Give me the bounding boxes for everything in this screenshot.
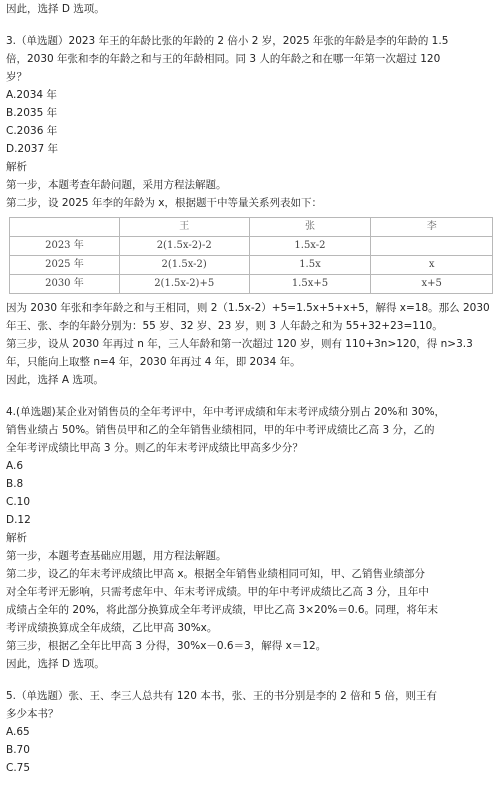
q3-stem-line: 3.（单选题）2023 年王的年龄比张的年龄的 2 倍小 2 岁，2025 年张的年龄是李的年龄的 1.5	[6, 35, 449, 47]
q3-option-d: D.2037 年	[6, 143, 58, 155]
q3-solution-line: 第三步，设从 2030 年再过 n 年，三人年龄和第一次超过 120 岁，则有 110+3n>120，得 n>3.3	[6, 338, 473, 350]
table-header-cell	[10, 218, 120, 237]
table-row	[10, 275, 493, 294]
q4-stem-line: 全年考评成绩比甲高 3 分。则乙的年末考评成绩比甲高多少分？	[6, 442, 303, 454]
table-cell: x	[371, 256, 493, 275]
q4-option-c: C.10	[6, 496, 31, 508]
q4-option-d: D.12	[6, 514, 31, 526]
table-header-cell: 王	[119, 218, 249, 237]
q4-solution-line: 成绩占全年的 20%，将此部分换算成全年考评成绩，甲比乙高 3×20%＝0.6。同理，将年末	[6, 604, 439, 616]
q5-option-a: A.65	[6, 726, 30, 738]
age-table-header-row	[10, 218, 493, 237]
table-header-cell: 李	[371, 218, 493, 237]
question-3	[6, 32, 494, 389]
q3-option-a: A.2034 年	[6, 89, 57, 101]
q5-option-b: B.70	[6, 744, 30, 756]
table-cell: x+5	[371, 275, 493, 294]
table-cell: 1.5x+5	[249, 275, 371, 294]
q4-solution-line: 对全年考评无影响，只需考虑年中、年末考评成绩。甲的年中考评成绩比乙高 3 分，且年中	[6, 586, 429, 598]
q3-option-b: B.2035 年	[6, 107, 58, 119]
q4-conclusion: 因此，选择 D 选项。	[6, 658, 105, 670]
table-cell: 2030 年	[10, 275, 120, 294]
table-cell: 2025 年	[10, 256, 120, 275]
q4-option-b: B.8	[6, 478, 24, 490]
q5-stem-line: 5.（单选题）张、王、李三人总共有 120 本书，张、王的书分别是李的 2 倍和 5 倍，则王有	[6, 690, 437, 702]
q4-analysis-label: 解析	[6, 532, 27, 544]
q4-stem-line: 销售业绩占 50%。销售员甲和乙的全年销售业绩相同，甲的年中考评成绩比乙高 3 分，乙的	[6, 424, 435, 436]
age-table	[9, 217, 493, 294]
table-cell: 2(1.5x-2)+5	[119, 275, 249, 294]
q3-option-c: C.2036 年	[6, 125, 58, 137]
table-row	[10, 237, 493, 256]
previous-conclusion: 因此，选择 D 选项。	[6, 3, 105, 15]
table-cell: 2(1.5x-2)	[119, 256, 249, 275]
q4-solution-line: 第二步，设乙的年末考评成绩比甲高 x。根据全年销售业绩相同可知，甲、乙销售业绩部分	[6, 568, 426, 580]
question-5	[6, 687, 494, 777]
q3-conclusion: 因此，选择 A 选项。	[6, 374, 104, 386]
q4-stem-line: 4.(单选题)某企业对销售员的全年考评中，年中考评成绩和年末考评成绩分别占 20%和 30%，	[6, 406, 446, 418]
table-header-cell: 张	[249, 218, 371, 237]
table-cell: 2(1.5x-2)-2	[119, 237, 249, 256]
q4-solution-line: 考评成绩换算成全年成绩，乙比甲高 30%x。	[6, 622, 218, 634]
question-4	[6, 403, 494, 673]
table-cell: 1.5x	[249, 256, 371, 275]
table-cell	[371, 237, 493, 256]
q3-solution-line: 年，只能向上取整 n=4 年，2030 年再过 4 年，即 2034 年。	[6, 356, 301, 368]
q3-analysis-label: 解析	[6, 161, 27, 173]
q3-step-1: 第一步，本题考查年龄问题，采用方程法解题。	[6, 179, 227, 191]
q3-stem-line: 岁？	[6, 71, 27, 83]
q3-solution-line: 年王、张、李的年龄分别为：55 岁、32 岁、23 岁，则 3 人年龄之和为 55+32+23=110。	[6, 320, 443, 332]
q4-solution-line: 第三步，根据乙全年比甲高 3 分得，30%x－0.6＝3，解得 x＝12。	[6, 640, 327, 652]
q3-solution-line: 因为 2030 年张和李年龄之和与王相同，则 2（1.5x-2）+5=1.5x+5+x+5，解得 x=18。那么 2030	[6, 302, 490, 314]
q4-solution-line: 第一步，本题考查基础应用题，用方程法解题。	[6, 550, 227, 562]
table-cell: 2023 年	[10, 237, 120, 256]
q3-stem-line: 倍，2030 年张和李的年龄之和与王的年龄相同。同 3 人的年龄之和在哪一年第一次超过 120	[6, 53, 441, 65]
q4-option-a: A.6	[6, 460, 24, 472]
table-cell: 1.5x-2	[249, 237, 371, 256]
q3-step-2: 第二步，设 2025 年李的年龄为 x，根据题干中等量关系列表如下：	[6, 197, 322, 209]
table-row	[10, 256, 493, 275]
q5-option-c: C.75	[6, 762, 31, 774]
q5-stem-line: 多少本书？	[6, 708, 59, 720]
